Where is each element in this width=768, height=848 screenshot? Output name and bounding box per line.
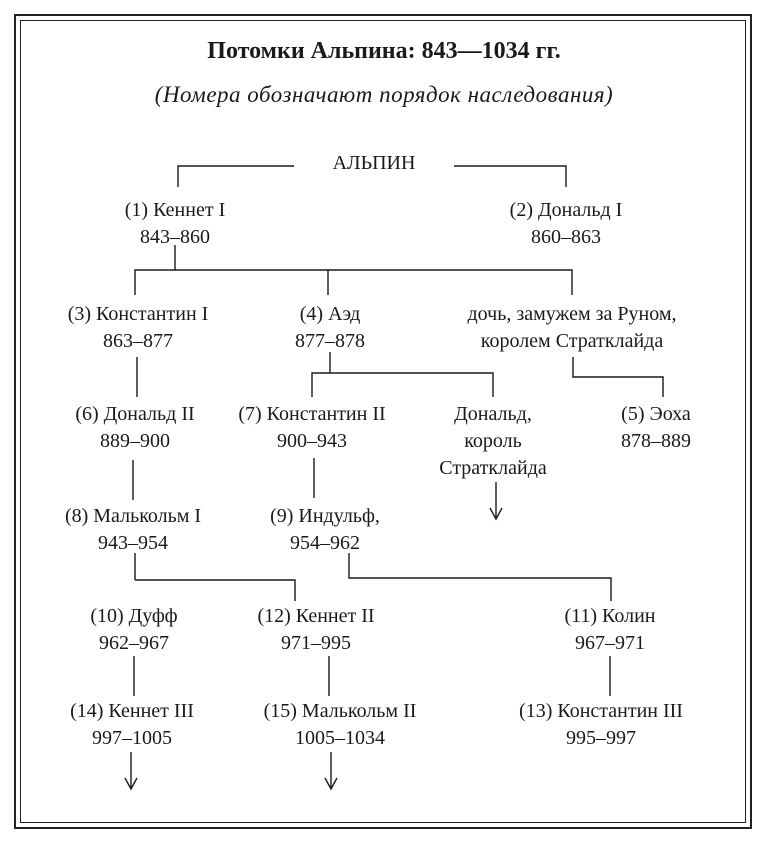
node-years: 863–877 xyxy=(103,330,173,352)
node-years: 900–943 xyxy=(277,430,347,452)
diagram-title: Потомки Альпина: 843—1034 гг. xyxy=(207,38,561,64)
node-years: 889–900 xyxy=(100,430,170,452)
node-donald-strathclyde xyxy=(418,401,568,482)
node-years: 967–971 xyxy=(575,632,645,654)
node-line2: король xyxy=(464,430,522,452)
node-years: 878–889 xyxy=(621,430,691,452)
node-years: 860–863 xyxy=(531,226,601,248)
node-name: (10) Дуфф xyxy=(90,605,178,627)
node-years: 954–962 xyxy=(290,532,360,554)
node-years: 943–954 xyxy=(98,532,168,554)
node-indulf xyxy=(240,503,410,557)
node-name: (11) Колин xyxy=(564,605,656,627)
node-kenneth2 xyxy=(226,603,406,657)
node-name: (5) Эоха xyxy=(621,403,691,425)
node-aed xyxy=(270,301,390,355)
node-konstantin2 xyxy=(212,401,412,455)
node-donald1 xyxy=(476,197,656,251)
node-years: 995–997 xyxy=(566,727,636,749)
node-name: (1) Кеннет I xyxy=(124,199,226,221)
node-eochaid xyxy=(596,401,716,455)
line-aed-children xyxy=(312,373,493,397)
node-name: (8) Малькольм I xyxy=(64,505,202,527)
node-name: (12) Кеннет II xyxy=(257,605,375,627)
node-years: 997–1005 xyxy=(92,727,172,749)
node-kenneth1 xyxy=(95,197,255,251)
node-years: 843–860 xyxy=(140,226,210,248)
line-malcolm1-children xyxy=(135,580,295,601)
node-years: 971–995 xyxy=(281,632,351,654)
node-name: (6) Дональд II xyxy=(75,403,195,425)
node-daughter xyxy=(436,301,708,355)
node-name: (3) Константин I xyxy=(67,303,209,325)
node-colin xyxy=(530,603,690,657)
node-line3: Стратклайда xyxy=(439,457,547,479)
line-root-kenneth1 xyxy=(178,166,298,187)
node-konstantin3 xyxy=(486,698,716,752)
node-years: 962–967 xyxy=(99,632,169,654)
node-name: (14) Кеннет III xyxy=(70,700,194,722)
node-name: (9) Индульф, xyxy=(270,505,380,527)
node-name: (4) Аэд xyxy=(299,303,361,325)
node-malcolm1 xyxy=(28,503,238,557)
node-malcolm2 xyxy=(230,698,450,752)
line-daughter-eochaid xyxy=(573,357,663,397)
line-root-donald1 xyxy=(450,166,566,187)
diagram-subtitle: (Номера обозначают порядок наследования) xyxy=(154,82,614,107)
node-line2: королем Стратклайда xyxy=(480,330,664,352)
node-name: (13) Константин III xyxy=(519,700,683,722)
node-donald2 xyxy=(30,401,240,455)
node-line1: дочь, замужем за Руном, xyxy=(467,303,677,325)
node-years: 1005–1034 xyxy=(295,727,385,749)
node-konstantin1 xyxy=(38,301,238,355)
node-name: (15) Малькольм II xyxy=(263,700,417,722)
node-line1: Дональд, xyxy=(454,403,532,425)
node-kenneth3 xyxy=(32,698,232,752)
node-name: (2) Дональд I xyxy=(509,199,623,221)
node-duff xyxy=(54,603,214,657)
line-indulf-colin xyxy=(349,553,611,601)
root-alpin: АЛЬПИН xyxy=(294,152,454,175)
node-years: 877–878 xyxy=(295,330,365,352)
node-name: (7) Константин II xyxy=(238,403,386,425)
line-kenneth1-children xyxy=(135,270,572,295)
